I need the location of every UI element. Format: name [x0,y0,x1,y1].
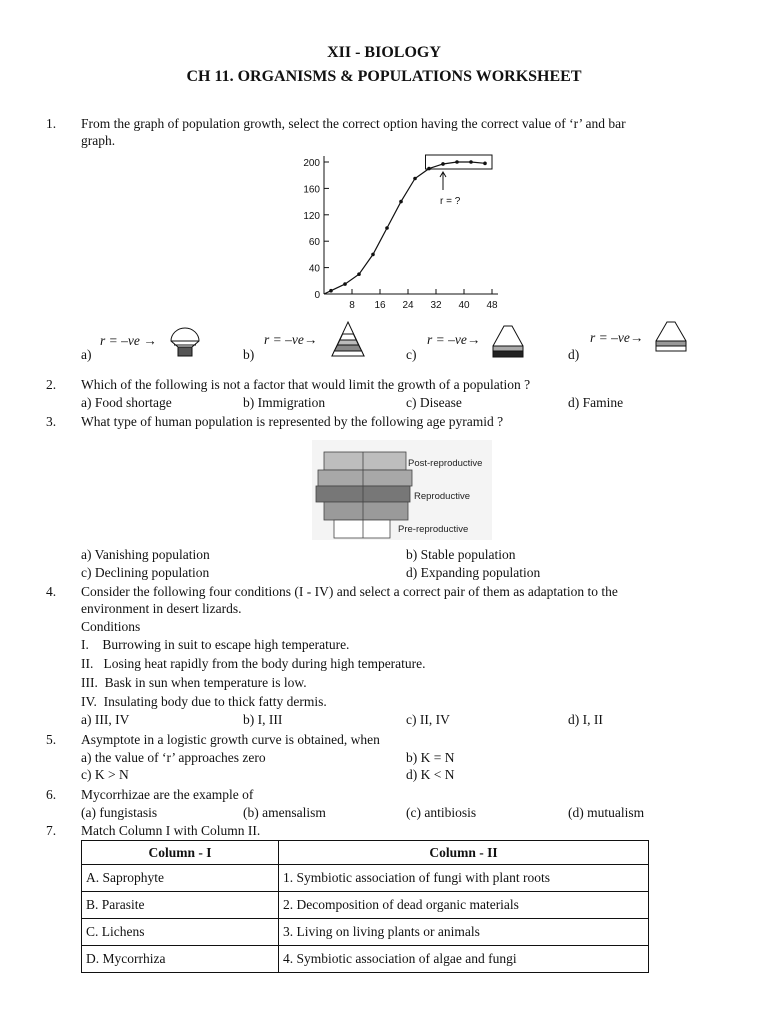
annotation-label: r = ? [440,196,461,207]
q1-option-a-label: r = –ve → [100,333,157,348]
q1-option-b-pyramid [330,320,366,358]
y-tick-label: 200 [303,158,320,169]
q4-condition-3: III. Bask in sun when temperature is low. [81,675,307,690]
q3-text: What type of human population is represented by the following age pyramid ? [81,414,504,429]
q7-number: 7. [46,823,57,838]
table-cell: A. Saprophyte [82,865,279,892]
q3-option-d[interactable]: d) Expanding population [406,565,541,580]
q5-option-c[interactable]: c) K > N [81,767,129,782]
q4-text-line1: Consider the following four conditions (I - IV) and select a correct pair of them as adaptation to the [81,584,618,599]
q2-text: Which of the following is not a factor that would limit the growth of a population ? [81,377,531,392]
q5-number: 5. [46,732,57,747]
growth-curve [324,162,485,294]
pyramid-label-pre-reproductive: Pre-reproductive [398,524,469,535]
table-row [82,892,649,919]
match-table-header [82,841,649,865]
q2-option-c[interactable]: c) Disease [406,395,462,410]
q4-conditions-heading: Conditions [81,619,141,634]
data-point [399,200,403,204]
q3-number: 3. [46,414,57,429]
q7-text: Match Column I with Column II. [81,823,261,838]
y-tick-label: 60 [308,237,320,249]
q2-number: 2. [46,377,57,392]
q1-option-b-letter: b) [243,347,255,362]
table-cell: B. Parasite [82,892,279,919]
q6-option-b[interactable]: (b) amensalism [243,805,326,820]
table-row [82,865,649,892]
q4-condition-4: IV. Insulating body due to thick fatty dermis. [81,694,327,709]
q1-option-c-pyramid [491,322,525,360]
data-point [329,289,333,293]
y-tick-label: 0 [314,290,320,301]
x-tick-label: 8 [349,300,355,311]
population-growth-chart [280,150,510,315]
q6-option-d[interactable]: (d) mutualism [568,805,645,820]
data-point [483,162,487,166]
q1-option-a-letter: a) [81,347,92,362]
q1-option-c-label: r = –ve→ [427,332,481,347]
q1-option-a-pyramid [168,325,202,361]
q4-text-line2: environment in desert lizards. [81,601,242,616]
q1-option-d-pyramid [654,319,688,355]
q4-option-b[interactable]: b) I, III [243,712,283,727]
data-point [441,162,445,166]
x-tick-label: 32 [430,300,442,311]
q5-option-d[interactable]: d) K < N [406,767,455,782]
q3-option-b[interactable]: b) Stable population [406,547,516,562]
table-row [82,946,649,973]
x-tick-label: 40 [458,300,470,311]
q5-option-b[interactable]: b) K = N [406,750,455,765]
x-tick-label: 24 [402,300,414,311]
pyramid-label-post-reproductive: Post-reproductive [408,458,483,469]
q1-option-c-letter: c) [406,347,417,362]
q4-option-c[interactable]: c) II, IV [406,712,450,727]
q1-option-d-label: r = –ve→ [590,330,644,345]
match-table [81,840,649,973]
x-tick-label: 16 [374,300,386,311]
q1-text-line1: From the graph of population growth, select the correct option having the correct value of ‘r’ and bar [81,116,626,131]
table-cell: 2. Decomposition of dead organic materials [279,892,649,919]
q3-option-c[interactable]: c) Declining population [81,565,210,580]
q4-condition-2: II. Losing heat rapidly from the body during high temperature. [81,656,426,671]
q1-option-d-letter: d) [568,347,580,362]
data-point [371,253,375,257]
q1-text-line2: graph. [81,133,116,148]
data-point [413,177,417,181]
data-point [357,272,361,276]
table-cell: 1. Symbiotic association of fungi with plant roots [279,865,649,892]
q2-option-b[interactable]: b) Immigration [243,395,326,410]
q4-number: 4. [46,584,57,599]
x-tick-label: 48 [486,300,498,311]
q6-option-a[interactable]: (a) fungistasis [81,805,158,820]
data-point [455,160,459,164]
q3-option-a[interactable]: a) Vanishing population [81,547,210,562]
data-point [469,160,473,164]
table-row [82,919,649,946]
table-cell: D. Mycorrhiza [82,946,279,973]
y-tick-label: 160 [303,184,320,196]
pyramid-label-reproductive: Reproductive [414,491,470,502]
q4-option-a[interactable]: a) III, IV [81,712,130,727]
q6-number: 6. [46,787,57,802]
worksheet-title: XII - BIOLOGY [327,44,441,61]
q6-text: Mycorrhizae are the example of [81,787,254,802]
y-tick-label: 40 [308,263,320,275]
q5-text: Asymptote in a logistic growth curve is obtained, when [81,732,380,747]
column-1-header: Column - I [82,841,279,865]
table-cell: 4. Symbiotic association of algae and fungi [279,946,649,973]
data-point [385,226,389,230]
table-cell: 3. Living on living plants or animals [279,919,649,946]
y-tick-label: 120 [303,210,320,222]
q6-option-c[interactable]: (c) antibiosis [406,805,477,820]
q4-option-d[interactable]: d) I, II [568,712,603,727]
q1-option-b-label: r = –ve→ [264,332,318,347]
column-2-header: Column - II [279,841,649,865]
q5-option-a[interactable]: a) the value of ‘r’ approaches zero [81,750,266,765]
q4-condition-1: I. Burrowing in suit to escape high temperature. [81,637,350,652]
q2-option-d[interactable]: d) Famine [568,395,624,410]
q2-option-a[interactable]: a) Food shortage [81,395,172,410]
age-pyramid-figure [312,440,492,540]
table-cell: C. Lichens [82,919,279,946]
q1-number: 1. [46,116,57,131]
worksheet-subtitle: CH 11. ORGANISMS & POPULATIONS WORKSHEET [186,68,582,85]
data-point [343,282,347,286]
